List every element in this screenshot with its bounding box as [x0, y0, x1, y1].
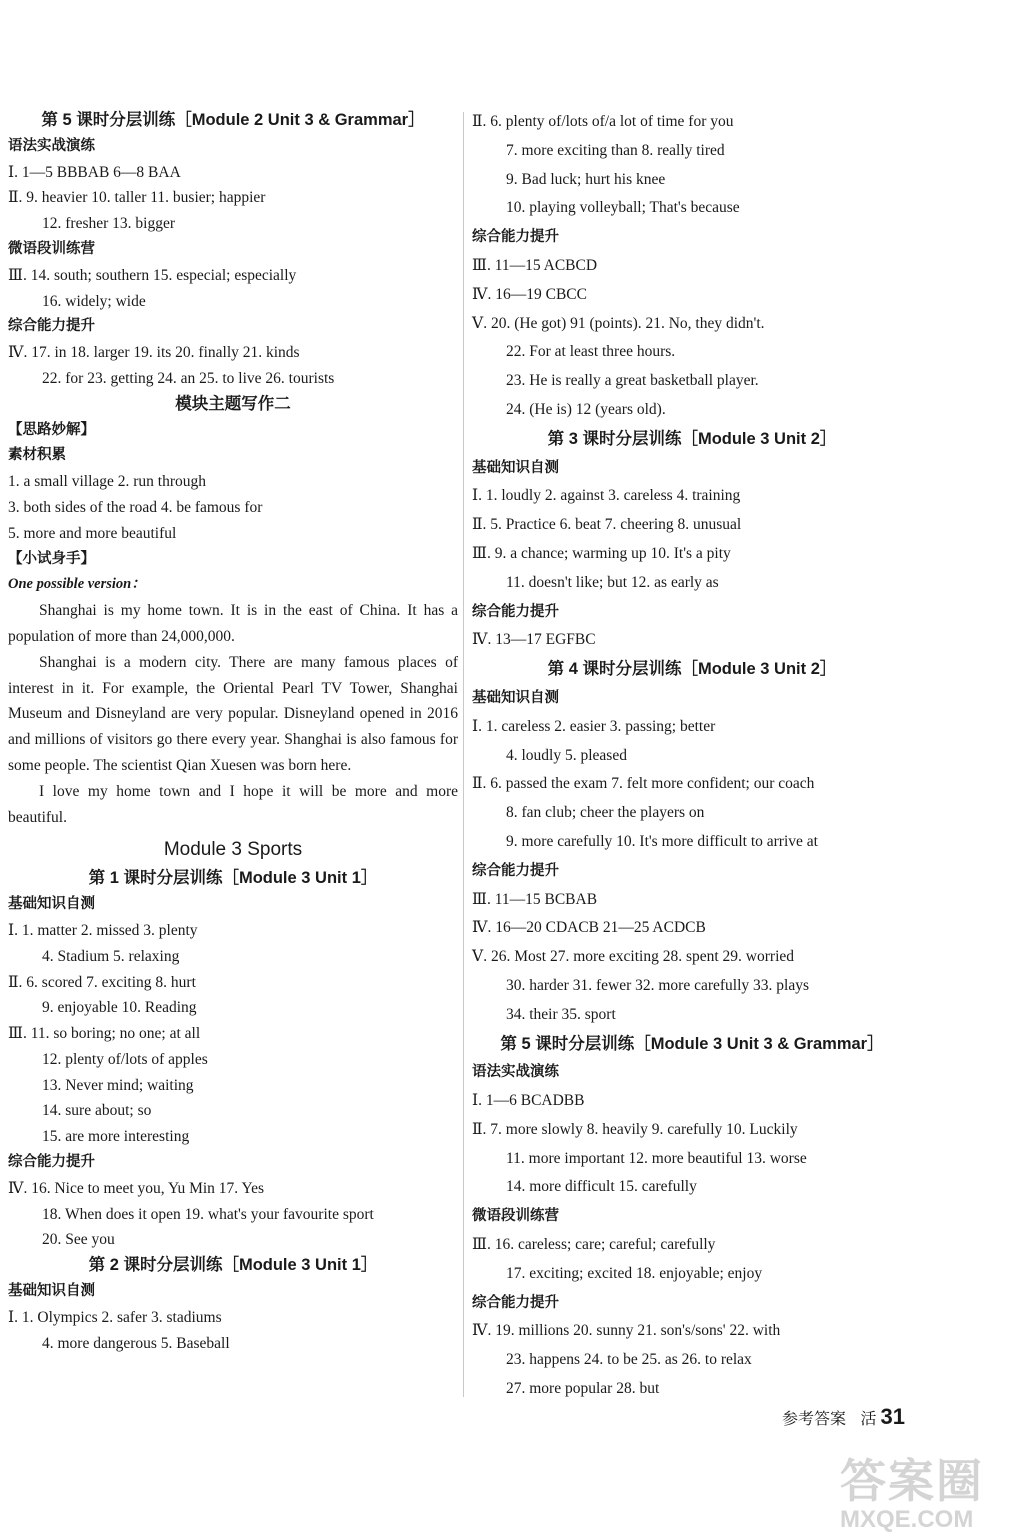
section-subheading: 综合能力提升 — [472, 1294, 559, 1311]
answer-line: Ⅴ. 20. (He got) 91 (points). 21. No, they didn't. — [472, 314, 765, 332]
section-title: 第 4 课时分层训练［Module 3 Unit 2］ — [547, 660, 837, 679]
answer-line: 23. He is really a great basketball player. — [506, 372, 759, 390]
section-title: 第 5 课时分层训练［Module 3 Unit 3 & Grammar］ — [500, 1034, 884, 1053]
footer-label: 参考答案 — [782, 1411, 847, 1428]
answer-line: 13. Never mind; waiting — [42, 1076, 194, 1094]
answer-line: 16. widely; wide — [42, 292, 146, 310]
page-number: 31 — [880, 1404, 905, 1429]
section-subheading: 微语段训练营 — [8, 240, 95, 257]
answer-line: Ⅱ. 5. Practice 6. beat 7. cheering 8. unusual — [472, 516, 742, 534]
answer-line: 11. more important 12. more beautiful 13. worse — [506, 1149, 807, 1167]
answer-line: 14. more difficult 15. carefully — [506, 1178, 697, 1196]
answer-line: 24. (He is) 12 (years old). — [506, 400, 666, 418]
answer-line: Ⅰ. 1. careless 2. easier 3. passing; better — [472, 717, 716, 735]
section-subheading: 综合能力提升 — [472, 862, 559, 879]
section-title: 第 3 课时分层训练［Module 3 Unit 2］ — [547, 429, 837, 448]
section-subheading: 基础知识自测 — [472, 459, 559, 476]
answer-line: Ⅲ. 11—15 ACBCD — [472, 256, 598, 274]
answer-line: Ⅲ. 11. so boring; no one; at all — [8, 1025, 201, 1043]
answer-line: Ⅰ. 1—6 BCADBB — [472, 1092, 585, 1110]
watermark-logo — [840, 1455, 1020, 1535]
essay — [8, 598, 458, 830]
answer-line: Ⅳ. 13—17 EGFBC — [472, 631, 596, 649]
answer-line: Ⅱ. 6. passed the exam 7. felt more confident; our coach — [472, 775, 815, 793]
section-subheading: 【思路妙解】 — [8, 421, 95, 438]
answer-line: Ⅲ. 9. a chance; warming up 10. It's a pity — [472, 544, 731, 562]
answer-line: Ⅰ. 1. loudly 2. against 3. careless 4. training — [472, 487, 741, 505]
answer-line: Ⅳ. 16—19 CBCC — [472, 285, 587, 303]
answer-line: 7. more exciting than 8. really tired — [506, 141, 725, 159]
answer-line: 17. exciting; excited 18. enjoyable; enjoy — [506, 1264, 763, 1282]
right-column — [472, 108, 912, 1404]
answer-line: 34. their 35. sport — [506, 1005, 616, 1023]
answer-line: Ⅰ. 1. matter 2. missed 3. plenty — [8, 921, 198, 939]
right-answers — [472, 108, 912, 1404]
section-subheading: 综合能力提升 — [8, 1154, 95, 1171]
left-answers-bottom — [8, 830, 458, 1356]
answer-line: 9. Bad luck; hurt his knee — [506, 170, 666, 188]
answer-line: 8. fan club; cheer the players on — [506, 804, 705, 822]
answer-line: 4. loudly 5. pleased — [506, 746, 627, 764]
answer-line: Ⅱ. 6. scored 7. exciting 8. hurt — [8, 973, 196, 991]
section-title: 模块主题写作二 — [175, 394, 291, 413]
answer-line: Ⅰ. 1—5 BBBAB 6—8 BAA — [8, 163, 181, 181]
answer-line: Ⅴ. 26. Most 27. more exciting 28. spent 29. worried — [472, 948, 795, 966]
answer-line: Ⅲ. 11—15 BCBAB — [472, 890, 598, 908]
answer-line: 5. more and more beautiful — [8, 524, 177, 542]
section-subheading: 基础知识自测 — [8, 1283, 95, 1300]
answer-line: Ⅳ. 19. millions 20. sunny 21. son's/sons' 22. with — [472, 1322, 781, 1340]
answer-line: 20. See you — [42, 1231, 115, 1249]
answer-line: 9. more carefully 10. It's more difficult to arrive at — [506, 832, 818, 850]
section-title: 第 5 课时分层训练［Module 2 Unit 3 & Grammar］ — [41, 111, 425, 129]
answer-line: 27. more popular 28. but — [506, 1380, 660, 1398]
section-subheading: 语法实战演练 — [472, 1064, 559, 1081]
answer-line: 3. both sides of the road 4. be famous for — [8, 498, 263, 516]
essay-paragraph-1: Shanghai is my home town. It is in the east of China. It has a population of more than 24,000,000. — [8, 602, 458, 645]
answer-line: 23. happens 24. to be 25. as 26. to relax — [506, 1351, 752, 1369]
answer-line: 11. doesn't like; but 12. as early as — [506, 573, 719, 591]
answer-line: Ⅱ. 6. plenty of/lots of/a lot of time for you — [472, 113, 734, 130]
watermark-text-cn: 答案圈 — [840, 1455, 984, 1507]
section-subheading: 微语段训练营 — [472, 1208, 559, 1225]
section-subheading: 【小试身手】 — [8, 550, 95, 567]
answer-line: 12. fresher 13. bigger — [42, 215, 175, 233]
answer-line: 15. are more interesting — [42, 1128, 190, 1146]
answer-line: Ⅳ. 17. in 18. larger 19. its 20. finally 21. kinds — [8, 344, 300, 362]
column-divider — [463, 112, 464, 1397]
answer-line: 14. sure about; so — [42, 1102, 152, 1120]
answer-line: 4. more dangerous 5. Baseball — [42, 1334, 230, 1352]
watermark-text-en: MXQE.COM — [840, 1506, 974, 1533]
essay-lead: One possible version： — [8, 576, 146, 593]
essay-paragraph-2: Shanghai is a modern city. There are many famous places of interest in it. For example, the Oriental Pearl TV Tower, Shanghai Museum and Disneyland are very popular. Disneyland opened in 2016 and millions of visitors go there every year. Shanghai is also famous for some people. The scientist Qian Xuesen was born here. — [8, 653, 458, 774]
answer-line: Ⅲ. 14. south; southern 15. especial; especially — [8, 266, 297, 284]
section-subheading: 综合能力提升 — [472, 603, 559, 620]
section-subheading: 基础知识自测 — [8, 896, 95, 913]
module-title: Module 3 Sports — [163, 839, 303, 861]
answer-line: Ⅲ. 16. careless; care; careful; carefully — [472, 1236, 716, 1254]
answer-line: 12. plenty of/lots of apples — [42, 1050, 208, 1068]
left-column — [8, 108, 458, 1356]
answer-line: Ⅱ. 9. heavier 10. taller 11. busier; happier — [8, 189, 266, 207]
answer-line: 30. harder 31. fewer 32. more carefully 33. plays — [506, 976, 809, 994]
answer-line: Ⅱ. 7. more slowly 8. heavily 9. carefully 10. Luckily — [472, 1120, 798, 1138]
left-answers-top — [8, 108, 458, 598]
essay-paragraph-3: I love my home town and I hope it will be more and more beautiful. — [8, 782, 458, 826]
answer-line: 22. for 23. getting 24. an 25. to live 26. tourists — [42, 369, 335, 387]
section-subheading: 语法实战演练 — [8, 137, 95, 154]
answer-line: 4. Stadium 5. relaxing — [42, 947, 180, 965]
answer-line: Ⅳ. 16. Nice to meet you, Yu Min 17. Yes — [8, 1179, 265, 1197]
answer-line: 1. a small village 2. run through — [8, 473, 207, 491]
section-subheading: 综合能力提升 — [8, 318, 95, 335]
section-title: 第 2 课时分层训练［Module 3 Unit 1］ — [88, 1256, 378, 1275]
section-subheading: 基础知识自测 — [472, 689, 559, 706]
footer-prefix: 活 — [860, 1411, 877, 1428]
answer-line: Ⅰ. 1. Olympics 2. safer 3. stadiums — [8, 1308, 222, 1326]
answer-line: 18. When does it open 19. what's your favourite sport — [42, 1205, 374, 1223]
section-subheading: 综合能力提升 — [472, 229, 559, 246]
answer-line: Ⅳ. 16—20 CDACB 21—25 ACDCB — [472, 919, 706, 937]
answer-line: 9. enjoyable 10. Reading — [42, 999, 197, 1017]
section-title: 第 1 课时分层训练［Module 3 Unit 1］ — [88, 869, 378, 888]
section-subheading: 素材积累 — [8, 447, 66, 464]
page-footer — [782, 1404, 905, 1430]
answer-line: 10. playing volleyball; That's because — [506, 199, 740, 217]
answer-line: 22. For at least three hours. — [506, 343, 676, 361]
